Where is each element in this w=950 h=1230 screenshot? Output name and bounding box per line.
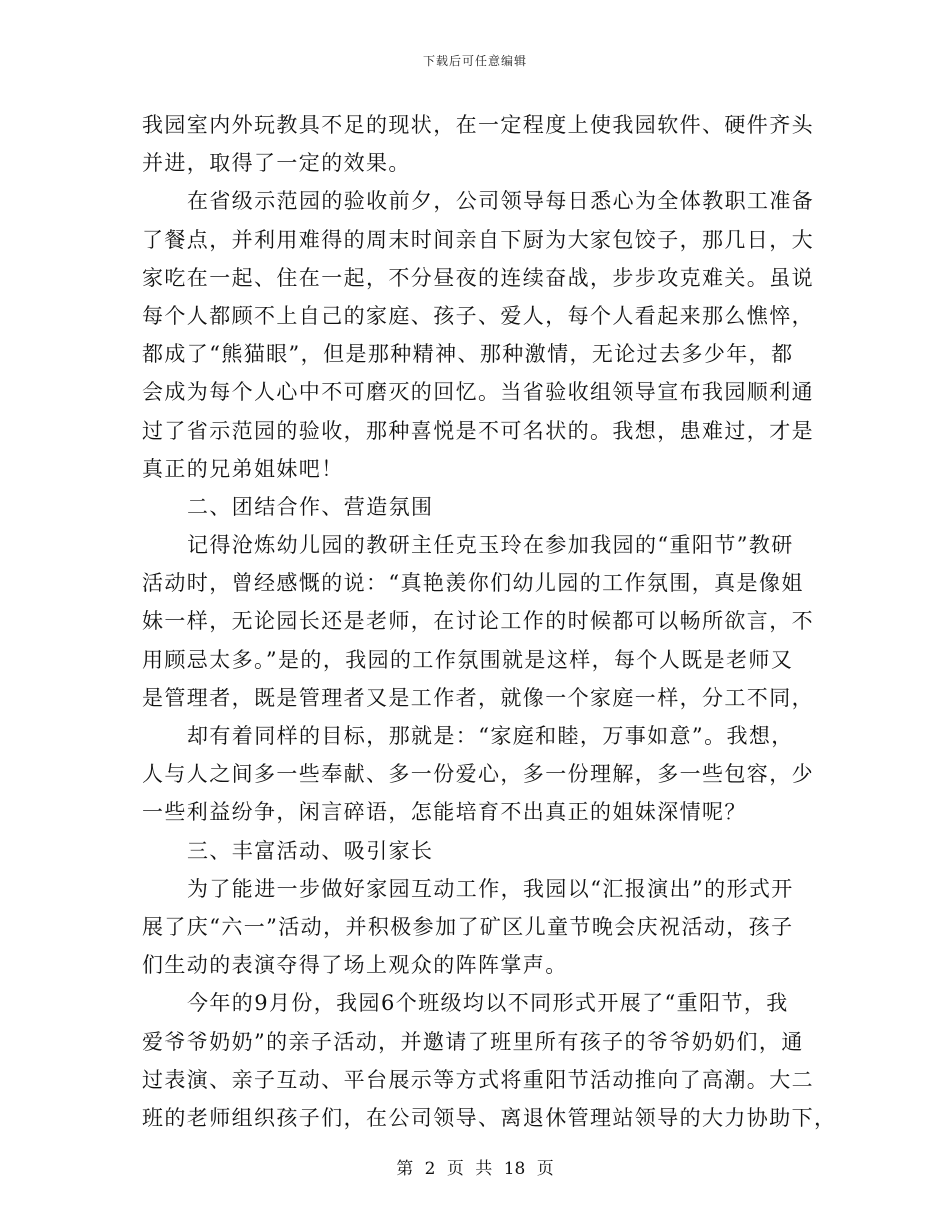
text-line: 是管理者，既是管理者又是工作者，就像一个家庭一样，分工不同， bbox=[142, 685, 814, 710]
text-line: 妹一样，无论园长还是老师，在讨论工作的时候都可以畅所欲言，不 bbox=[142, 609, 814, 634]
text-line: 二、团结合作、营造氛围 bbox=[187, 494, 434, 519]
page-footer: 第 2 页 共 18 页 bbox=[396, 1159, 554, 1179]
text-line: 在省级示范园的验收前夕，公司领导每日悉心为全体教职工准备 bbox=[187, 189, 815, 214]
text-line: 过了省示范园的验收，那种喜悦是不可名状的。我想，患难过，才是 bbox=[142, 418, 814, 443]
text-line: 却有着同样的目标，那就是：“家庭和睦，万事如意”。我想， bbox=[187, 724, 794, 748]
text-line: 人与人之间多一些奉献、多一份爱心，多一份理解，多一些包容，少 bbox=[142, 762, 814, 787]
text-line: 每个人都顾不上自己的家庭、孩子、爱人，每个人看起来那么憔悴， bbox=[142, 303, 814, 328]
text-line: 三、丰富活动、吸引家长 bbox=[187, 838, 434, 863]
text-line: 班的老师组织孩子们，在公司领导、离退休管理站领导的大力协助下， bbox=[142, 1105, 837, 1130]
text-line: 家吃在一起、住在一起，不分昼夜的连续奋战，步步攻克难关。虽说 bbox=[142, 265, 814, 290]
text-line: 我园室内外玩教具不足的现状，在一定程度上使我园软件、硬件齐头 bbox=[142, 113, 814, 137]
text-line: 都成了“熊猫眼”，但是那种精神、那种激情，无论过去多少年，都 bbox=[142, 342, 794, 367]
page-header: 下载后可任意编辑 bbox=[422, 54, 527, 68]
text-line: 会成为每个人心中不可磨灭的回忆。当省验收组领导宣布我园顺利通 bbox=[142, 380, 814, 405]
text-line: 真正的兄弟姐妹吧！ bbox=[142, 456, 344, 481]
text-line: 展了庆“六一”活动，并积极参加了矿区儿童节晚会庆祝活动，孩子 bbox=[142, 914, 794, 939]
text-line: 过表演、亲子互动、平台展示等方式将重阳节活动推向了高潮。大二 bbox=[142, 1067, 814, 1092]
text-line: 爱爷爷奶奶”的亲子活动，并邀请了班里所有孩子的爷爷奶奶们，通 bbox=[142, 1029, 804, 1054]
text-line: 记得沧炼幼儿园的教研主任克玉玲在参加我园的“重阳节”教研 bbox=[187, 533, 794, 558]
text-line: 今年的9月份，我园6个班级均以不同形式开展了“重阳节，我 bbox=[187, 991, 789, 1016]
text-line: 为了能进一步做好家园互动工作，我园以“汇报演出”的形式开 bbox=[187, 876, 794, 901]
text-line: 活动时，曾经感慨的说：“真艳羡你们幼儿园的工作氛围，真是像姐 bbox=[142, 571, 804, 596]
document-body bbox=[142, 106, 837, 1137]
text-line: 们生动的表演夺得了场上观众的阵阵掌声。 bbox=[142, 953, 568, 978]
text-line: 并进，取得了一定的效果。 bbox=[142, 151, 411, 176]
text-line: 一些利益纷争，闲言碎语，怎能培育不出真正的姐妹深情呢？ bbox=[142, 800, 747, 825]
text-line: 用顾忌太多。”是的，我园的工作氛围就是这样，每个人既是老师又 bbox=[142, 647, 794, 672]
text-line: 了餐点，并利用难得的周末时间亲自下厨为大家包饺子，那几日，大 bbox=[142, 227, 814, 252]
